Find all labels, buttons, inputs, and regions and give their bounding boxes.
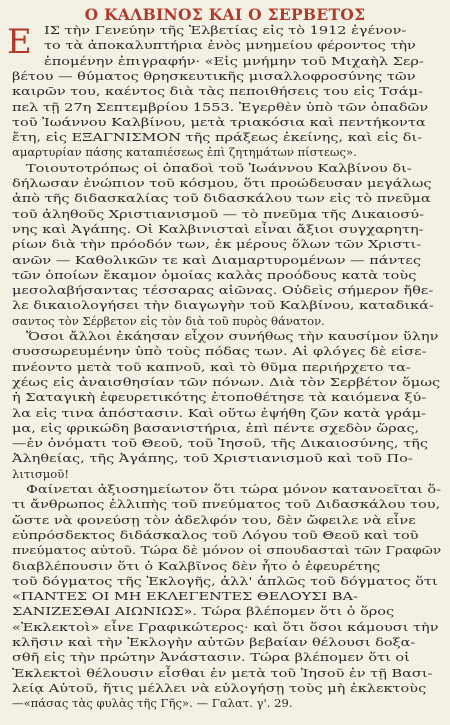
text-line xyxy=(12,115,450,130)
text-line-content: πελ τῇ 27η Σεπτεμβρίου 1553. Ἐγερθὲν ὑπὸ τῶν ὀπαδῶν xyxy=(12,99,429,114)
text-line-content: νης καὶ Ἀγάπης. Οἱ Καλβινισταὶ εἶναι ἄξιοι συγχαρητη- xyxy=(12,221,424,236)
text-line xyxy=(44,54,450,69)
text-line-content: σαντος τὸν Σέρβετον εἰς τὸν διὰ τοῦ πυρὸς θάνατον. xyxy=(12,313,325,328)
text-line-content: τοῦ Ἰωάννου Καλβίνου, μετὰ τριακόσια καὶ πεντήκοντα xyxy=(12,114,426,129)
text-line-content: τοῦ δόγματος τῆς Ἐκλογῆς, ἀλλ' ἁπλῶς τοῦ δόγματος ὅτι xyxy=(12,573,438,588)
text-line xyxy=(12,650,450,665)
text-line xyxy=(12,421,450,436)
text-line-content: ἀπὸ τῆς διδασκαλίας τοῦ διδασκάλου των εἰς τὸ πνεῦμα xyxy=(12,191,431,206)
text-line xyxy=(12,314,450,329)
text-line-content: Ἀληθείας, τῆς Ἀγάπης, τοῦ Χριστιανισμοῦ καὶ τοῦ Πο- xyxy=(12,451,413,466)
text-line-content: συσσωρευμένην ὑπὸ τοὺς πόδας των. Αἱ φλόγες δὲ εἰσε- xyxy=(12,344,427,359)
text-line-content: —ἐν ὀνόματι τοῦ Θεοῦ, τοῦ Ἰησοῦ, τῆς Δικαιοσύνης, τῆς xyxy=(12,436,428,451)
text-line-content: αμαρτυρίαν πάσης καταπιέσεως ἐπὶ ζητημάτων πίστεως». xyxy=(12,145,357,160)
article-title: Ο ΚΑΛΒΙΝΟΣ ΚΑΙ Ο ΣΕΡΒΕΤΟΣ xyxy=(84,5,366,24)
text-line xyxy=(12,513,450,528)
text-line xyxy=(12,406,450,421)
text-line xyxy=(12,436,450,451)
text-line xyxy=(44,38,450,53)
text-line-content: λείᾳ Αὐτοῦ, ἥτις μέλλει νὰ εὐλογήσῃ τοὺς μὴ ἐκλεκτοὺς xyxy=(12,680,427,695)
text-line xyxy=(12,681,450,696)
text-line-content: ὥστε νὰ φονεύσῃ τὸν ἀδελφόν του, δὲν ὤφειλε νὰ εἶνε xyxy=(12,512,416,527)
text-line-content: πνεύματος αὐτοῦ. Τώρα δὲ μόνον οἱ σπουδασταὶ τῶν Γραφῶν xyxy=(12,543,442,558)
text-line-content: δήλωσαν ἐνώπιον τοῦ κόσμου, ὅτι προώδευσαν μεγάλως xyxy=(12,176,432,190)
text-line xyxy=(12,222,450,237)
text-line xyxy=(12,574,450,589)
text-line-content: μεσολαβήσαντας τέσσαρας αἰῶνας. Οὐδεὶς σήμερον ἤθε- xyxy=(12,283,434,298)
text-line-content: ΣΑΝΙΖΕΣΘΑΙ ΑΙΩΝΙΩΣ». Τώρα βλέπομεν ὅτι ὁ ὅρος xyxy=(12,604,395,619)
text-line-content: Ἐκλεκτοὶ θέλουσιν εἶσθαι ἐν μετὰ τοῦ Ἰησοῦ ἐν τῇ Βασι- xyxy=(12,665,433,680)
text-line-content: λε δικαιολογήσει τὴν διαγωγὴν τοῦ Καλβίνου, καταδικά- xyxy=(12,298,434,313)
text-line-content: κλῆσιν καὶ τὴν Ἐκλογὴν αὐτῶν βεβαίαν θέλουσι δοξα- xyxy=(12,635,416,649)
text-line-content: λα εἰς τινα ἀπόστασιν. Καὶ οὕτω ἐψήθη ζῶν κατὰ γράμ- xyxy=(12,405,427,420)
text-line-content: διαβλέπουσιν ὅτι ὁ Καλβῖνος δὲν ἦτο ὁ ἐφευρέτης xyxy=(12,558,381,573)
text-line xyxy=(12,589,450,604)
text-line-content: μα, εἰς φρικώδη βασανιστήρια, ἐπὶ πέντε σχεδὸν ὥρας, xyxy=(12,420,420,435)
text-line-content: —«πάσας τὰς φυλὰς τῆς Γῆς». — Γαλατ. γ'. 29. xyxy=(12,696,293,711)
text-line xyxy=(12,696,450,711)
text-line xyxy=(12,467,450,482)
text-line-content: ρίων διὰ τὴν πρόοδόν των, ἐκ μέρους ὅλων τῶν Χριστι- xyxy=(12,237,422,252)
text-line xyxy=(12,145,450,160)
text-line-content: σθῆ εἰς τὴν πρώτην Ἀνάστασιν. Τώρα βλέπομεν ὅτι οἱ xyxy=(12,650,410,665)
text-line-content: χέως εἰς ἀναισθησίαν τῶν πόνων. Διὰ τὸν Σερβέτον ὅμως xyxy=(12,374,441,389)
text-line xyxy=(12,390,450,405)
text-line xyxy=(12,375,450,390)
text-line xyxy=(12,253,450,268)
text-line-content: εὐπρόσδεκτος διδάσκαλος τοῦ Λόγου τοῦ Θεοῦ καὶ τοῦ xyxy=(12,527,419,542)
text-line xyxy=(12,298,450,313)
text-line-content: ανῶν — Καθολικῶν τε καὶ Διαμαρτυρομένων — πάντες xyxy=(12,252,421,267)
text-line xyxy=(26,161,450,176)
text-line-content: ἡ Σαταγικὴ ἐφευρετικότης ἐτοποθέτησε τὰ καιόμενα ξύ- xyxy=(12,390,427,405)
text-line xyxy=(12,84,450,99)
text-line xyxy=(12,268,450,283)
text-line xyxy=(12,100,450,115)
text-line-content: ἔτη, εἰς ΕΞΑΓΝΙΣΜΟΝ τῆς πράξεως ἐκείνης, καὶ εἰς δι- xyxy=(12,130,423,145)
text-line xyxy=(12,344,450,359)
text-line xyxy=(12,207,450,222)
text-line-content: λιτισμοῦ! xyxy=(12,466,69,481)
text-line-content: τοῦ ἀληθοῦς Χριστιανισμοῦ — τὸ πνεῦμα τῆς Δικαιοσύ- xyxy=(12,206,424,221)
text-line-content: βέτου — θύματος θρησκευτικῆς μισαλλοφροσύνης τῶν xyxy=(12,68,416,83)
text-line xyxy=(12,130,450,145)
text-line-content: «Ἐκλεκτοὶ» εἶνε Γραφικώτερος· καὶ ὅτι ὅσοι κάμουσι τὴν xyxy=(12,619,439,634)
text-line-content: καιρῶν του, καέντος διὰ τὰς πεποιθήσεις του εἰς Τσάμ- xyxy=(12,84,423,99)
text-line-content: ΙΣ τὴν Γενεύην τῆς Ἑλβετίας εἰς τὸ 1912 ἐγένον- xyxy=(44,23,407,37)
text-line-content: ἑπομένην ἐπιγραφήν· «Εἰς μνήμην τοῦ Μιχαὴλ Σερ- xyxy=(44,53,424,68)
text-line-content: τι ἄνθρωπος ἐλλιπὴς τοῦ πνεύματος τοῦ Διδασκάλου του, xyxy=(12,497,441,512)
text-line xyxy=(26,482,450,497)
text-line-content: Ὅσοι ἄλλοι ἐκάησαν εἶχον συνήθως τὴν καυσίμον ὕλην xyxy=(26,329,439,343)
text-line xyxy=(12,360,450,375)
text-line xyxy=(12,543,450,558)
text-line xyxy=(12,497,450,512)
text-line xyxy=(44,23,450,38)
text-line-content: «ΠΑΝΤΕΣ ΟΙ ΜΗ ΕΚΛΕΓΕΝΤΕΣ ΘΕΛΟΥΣΙ ΒΑ- xyxy=(12,589,358,604)
text-line xyxy=(12,528,450,543)
text-line xyxy=(12,176,450,191)
text-line xyxy=(12,604,450,619)
text-line xyxy=(12,635,450,650)
text-line xyxy=(26,329,450,344)
text-line xyxy=(12,666,450,681)
text-line-content: πνέοντο μετὰ τοῦ καπνοῦ, καὶ τὸ θῦμα περιήρχετο τα- xyxy=(12,359,411,374)
text-line xyxy=(12,620,450,635)
text-line xyxy=(12,559,450,574)
text-line-content: το τὰ ἀποκαλυπτήρια ἑνὸς μνημείου φέροντος τὴν xyxy=(44,38,416,53)
text-line xyxy=(12,283,450,298)
text-line xyxy=(12,69,450,84)
text-line-content: Τοιουτοτρόπως οἱ ὀπαδοὶ τοῦ Ἰωάννου Καλβίνου δι- xyxy=(26,160,412,175)
text-line xyxy=(12,451,450,466)
text-line-content: τῶν ὁποίων ἔκαμον ὁμοίας καλὰς προόδους κατὰ τοὺς xyxy=(12,267,417,282)
text-line xyxy=(12,237,450,252)
text-line-content: Φαίνεται ἀξιοσημείωτον ὅτι τώρα μόνον κατανοεῖται ὅ- xyxy=(26,482,442,496)
drop-cap: Ε xyxy=(7,22,32,62)
text-line xyxy=(12,191,450,206)
